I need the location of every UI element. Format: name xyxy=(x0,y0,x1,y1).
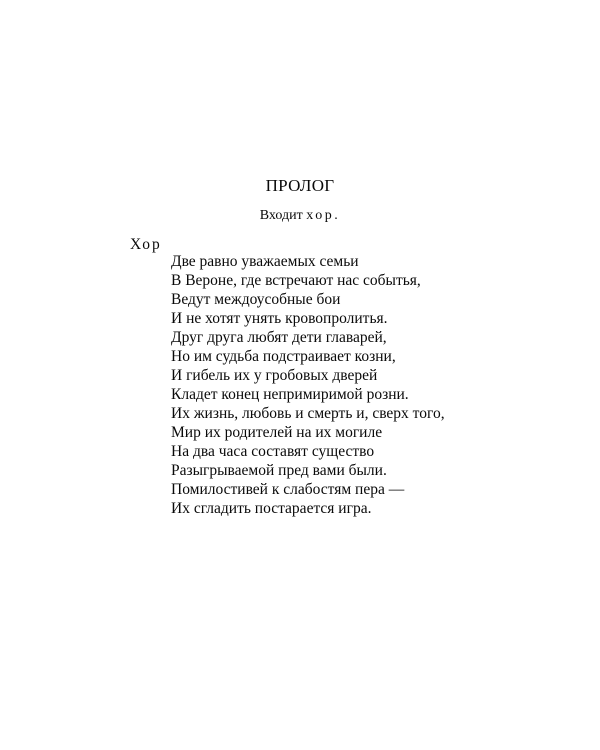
section-title: ПРОЛОГ xyxy=(265,176,335,195)
verse-line: Мир их родителей на их могиле xyxy=(171,424,383,441)
verse-line: В Вероне, где встречают нас событья, xyxy=(171,272,421,289)
verse-line: Их сгладить постарается игра. xyxy=(171,500,372,517)
stage-direction xyxy=(0,208,600,224)
verse-line: Две равно уважаемых семьи xyxy=(171,253,359,270)
verse-block xyxy=(171,252,445,518)
verse-line: Кладет конец непримиримой розни. xyxy=(171,386,409,403)
verse-line: Но им судьба подстраивает козни, xyxy=(171,348,396,365)
verse-line: Друг друга любят дети главарей, xyxy=(171,329,387,346)
verse-line: На два часа составят существо xyxy=(171,443,375,460)
speaker-name: Хор xyxy=(130,236,162,253)
stage-direction-who: хор. xyxy=(306,208,341,223)
verse-line: Разыгрываемой пред вами были. xyxy=(171,462,387,479)
verse-line: Их жизнь, любовь и смерть и, сверх того, xyxy=(171,405,445,422)
verse-line: И не хотят унять кровопролитья. xyxy=(171,310,388,327)
verse-line: И гибель их у гробовых дверей xyxy=(171,367,378,384)
verse-line: Ведут междоусобные бои xyxy=(171,291,341,308)
verse-line: Помилостивей к слабостям пера — xyxy=(171,481,405,498)
stage-direction-verb: Входит xyxy=(259,208,303,223)
